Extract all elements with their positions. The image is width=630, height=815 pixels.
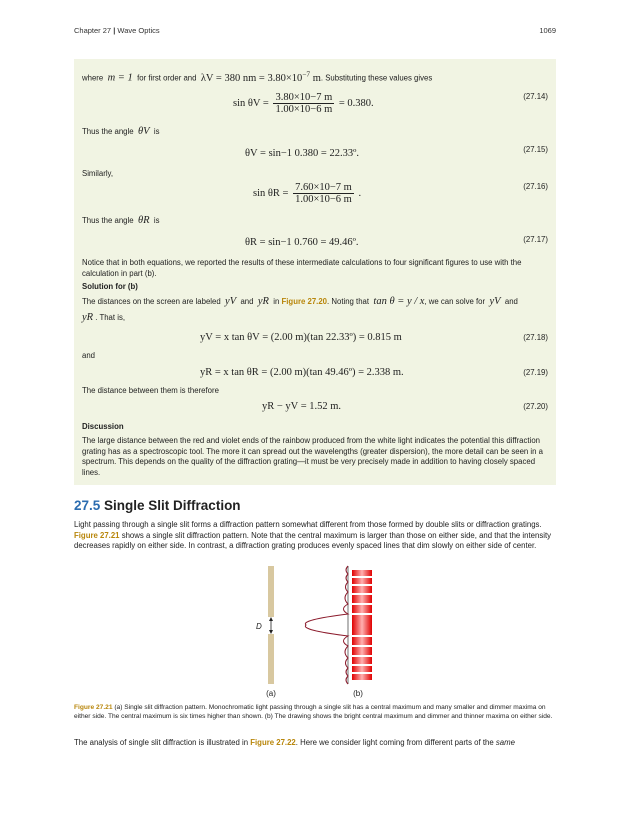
figure-link[interactable]: Figure 27.22 — [250, 738, 296, 747]
eq-number: (27.15) — [523, 145, 548, 154]
running-header: Chapter 27 | Wave Optics — [74, 26, 160, 35]
equation-27-14: sin θV = $\frac{3.80\times 10-7 m}{1.00\times 10-6 m}$ = 0.380. — [233, 92, 374, 115]
equation-27-20: yR − yV = 1.52 m. — [262, 401, 342, 412]
fringe-pattern — [352, 570, 372, 680]
slit-barrier-bottom — [268, 634, 274, 684]
similarly-text: Similarly, — [82, 169, 114, 178]
fringe — [352, 595, 372, 603]
fringe — [352, 578, 372, 584]
eq-number: (27.16) — [523, 182, 548, 191]
intro-paragraph: Light passing through a single slit forms a diffraction pattern somewhat different from those formed by double slits or diffraction gratings. Figure 27.21 shows a single slit diffraction pattern. Note that the central maximum is larger than those on either side, and that the intensity decreases rapidly on either side. In contrast, a diffraction grating produces evenly spaced lines that dim slowly on either side of center. — [74, 520, 552, 550]
fringe — [352, 674, 372, 680]
figure-caption: Figure 27.21 (a) Single slit diffraction pattern. Monochromatic light passing through a single slit has a central maximum and many smaller and dimmer maxima on either side. The central maximum is six times higher than shown. (b) The drawing shows the bright central maximum and dimmer and thinner maxima on either side. — [74, 704, 553, 720]
equation-27-19: yR = x tan θR = (2.00 m)(tan 49.46º) = 2.338 m. — [200, 367, 404, 378]
thus-line-2: Thus the angle θR is — [82, 215, 160, 226]
thus-line-1: Thus the angle θV is — [82, 126, 160, 137]
fringe — [352, 637, 372, 645]
solution-paragraph-end: yR . That is, — [82, 312, 126, 323]
slit-width-label: D — [256, 622, 262, 631]
solution-heading: Solution for (b) — [82, 282, 138, 291]
and-text: and — [82, 351, 96, 360]
figure-link[interactable]: Figure 27.21 — [74, 530, 120, 540]
single-slit-figure — [240, 562, 390, 702]
equation-27-18: yV = x tan θV = (2.00 m)(tan 22.33º) = 0.815 m — [200, 332, 402, 343]
fringe — [352, 657, 372, 664]
fringe — [352, 586, 372, 593]
equation-27-16: sin θR = $\frac{7.60\times 10-7 m}{1.00\times 10-6 m}$ . — [253, 182, 362, 205]
eq-number: (27.20) — [523, 402, 548, 411]
page-number: 1069 — [539, 26, 556, 35]
discussion-heading: Discussion — [82, 422, 124, 431]
label-b: (b) — [353, 689, 363, 698]
label-a: (a) — [266, 689, 276, 698]
fringe — [352, 666, 372, 672]
equation-27-17: θR = sin−1 0.760 = 49.46º. — [245, 237, 359, 248]
figure-link[interactable]: Figure 27.20 — [281, 297, 328, 306]
solution-paragraph: The distances on the screen are labeled yV and yR in Figure 27.20. Noting that tan θ = y / x, we can solve for yV and — [82, 296, 518, 307]
fringe — [352, 570, 372, 576]
fringe — [352, 605, 372, 613]
arrow-head-up — [269, 617, 273, 621]
distance-text: The distance between them is therefore — [82, 386, 219, 395]
central-maximum — [352, 615, 372, 635]
slit-barrier-top — [268, 566, 274, 617]
eq-number: (27.17) — [523, 235, 548, 244]
notice-paragraph: Notice that in both equations, we reported the results of these intermediate calculations to four significant figures to use with the calculation in part (b). — [82, 258, 522, 278]
eq-number: (27.14) — [523, 92, 548, 101]
equation-27-15: θV = sin−1 0.380 = 22.33º. — [245, 148, 359, 159]
section-heading: 27.5 Single Slit Diffraction — [74, 498, 241, 513]
fringe — [352, 647, 372, 655]
intensity-curve — [305, 566, 348, 684]
eq-number: (27.18) — [523, 333, 548, 342]
discussion-paragraph: The large distance between the red and violet ends of the rainbow produced from the white light indicates the potential this diffraction grating has as a spectroscopic tool. The more it can spread out the wavelengths (greater dispersion), the more detail can be seen in a spectrum. This depends on the quality of the diffraction grating—it must be very precisely made in addition to having closely spaced lines. — [82, 436, 543, 477]
eq-number: (27.19) — [523, 368, 548, 377]
arrow-head-down — [269, 630, 273, 634]
closing-paragraph: The analysis of single slit diffraction is illustrated in Figure 27.22. Here we consider light coming from different parts of the same — [74, 738, 515, 747]
chapter-label: Chapter 27 — [74, 26, 112, 35]
chapter-title: Wave Optics — [117, 26, 160, 35]
intro-line: where m = 1 for first order and λV = 380 nm = $3.80\times 10^{-7}$ m. Substituting these values gives — [82, 69, 433, 84]
